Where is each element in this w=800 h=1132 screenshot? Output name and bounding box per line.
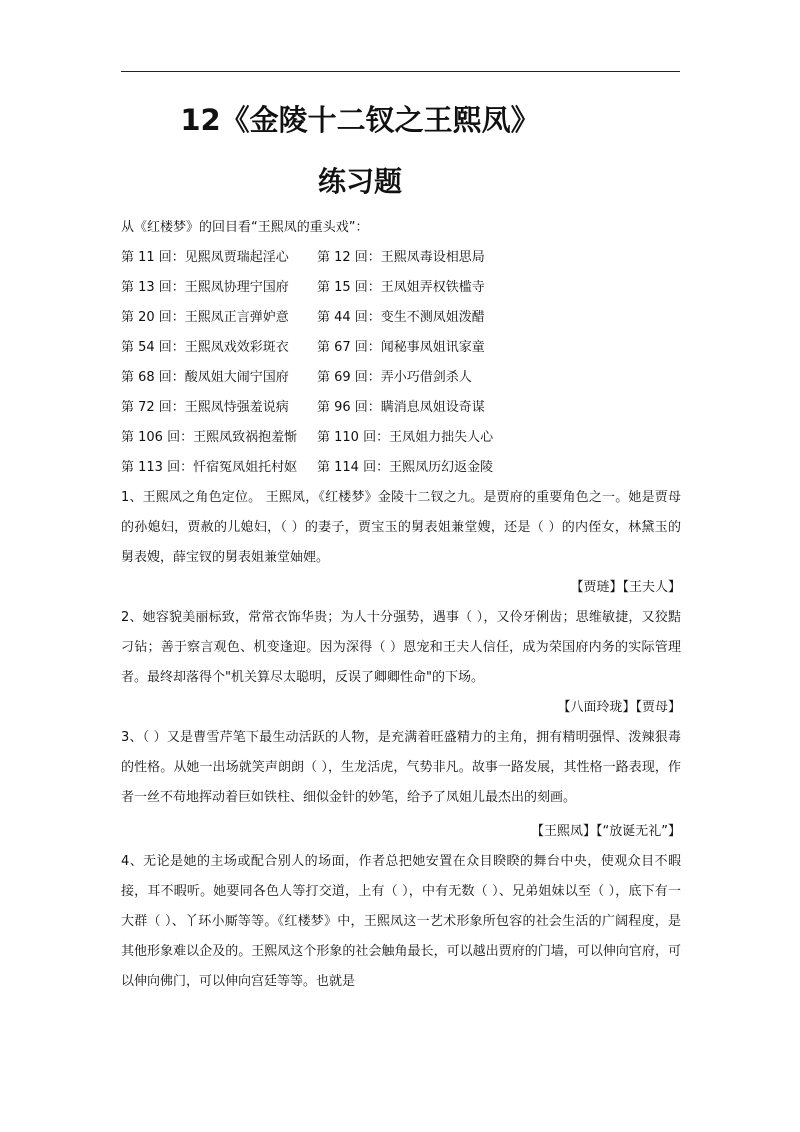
chapter-item: 第 106 回：王熙凤致祸抱羞惭 xyxy=(121,430,298,445)
chapter-row xyxy=(121,393,681,423)
intro-line: 从《红楼梦》的回目看“王熙凤的重头戏”： xyxy=(121,220,369,235)
answer-1: 【贾琏】【王夫人】 xyxy=(570,580,681,595)
chapter-item: 第 54 回：王熙凤戏效彩斑衣 xyxy=(121,340,289,355)
chapter-row xyxy=(121,303,681,333)
chapter-item: 第 69 回：弄小巧借剑杀人 xyxy=(317,370,472,385)
chapter-item: 第 13 回：王熙凤协理宁国府 xyxy=(121,280,289,295)
chapter-item: 第 114 回：王熙凤历幻返金陵 xyxy=(317,460,494,475)
chapter-item: 第 12 回：王熙凤毒设相思局 xyxy=(317,250,485,265)
chapter-item: 第 15 回：王凤姐弄权铁槛寺 xyxy=(317,280,485,295)
chapter-item: 第 67 回：闻秘事凤姐讯家童 xyxy=(317,340,485,355)
chapter-row xyxy=(121,333,681,363)
document-subtitle: 练习题 xyxy=(317,165,402,198)
chapter-row xyxy=(121,363,681,393)
question-4: 4、无论是她的主场或配合别人的场面，作者总把她安置在众目睽睽的舞台中央，使观众目不暇接，耳不暇听。她要同各色人等打交道，上有（ ），中有无数（ ）、兄弟姐妹以至（ ），底下有一大群（ ）、丫环小厮等等。《红楼梦》中，王熙凤这一艺术形象所包容的社会生活的广阔程度，是其他形象难以企及的。王熙凤这个形象的社会触角最长，可以越出贾府的门墙，可以伸向官府，可以伸向佛门，可以伸向宫廷等等。也就是 xyxy=(121,854,681,989)
chapter-row xyxy=(121,273,681,303)
chapter-item: 第 20 回：王熙凤正言弹妒意 xyxy=(121,310,289,325)
question-2: 2、她容貌美丽标致，常常衣饰华贵；为人十分强势，遇事（ ），又伶牙俐齿；思维敏捷，又狡黠刁钻；善于察言观色、机变逢迎。因为深得（ ）恩宠和王夫人信任，成为荣国府内务的实际管理者。最终却落得个"机关算尽太聪明，反误了卿卿性命"的下场。 xyxy=(121,610,681,685)
chapter-item: 第 11 回：见熙凤贾瑞起淫心 xyxy=(121,250,289,265)
answer-2: 【八面玲珑】【贾母】 xyxy=(557,700,681,715)
question-1: 1、王熙凤之角色定位。 王熙凤，《红楼梦》金陵十二钗之九。是贾府的重要角色之一。她是贾母的孙媳妇，贾赦的儿媳妇，（ ）的妻子，贾宝玉的舅表姐兼堂嫂，还是（ ）的内侄女，林黛玉的舅表嫂，薛宝钗的舅表姐兼堂妯娌。 xyxy=(121,490,681,565)
header-rule xyxy=(121,71,680,72)
chapter-item: 第 44 回：变生不测凤姐泼醋 xyxy=(317,310,485,325)
chapter-item: 第 96 回：瞒消息凤姐设奇谋 xyxy=(317,400,485,415)
chapter-row xyxy=(121,423,681,453)
chapter-item: 第 68 回：酸凤姐大闹宁国府 xyxy=(121,370,289,385)
question-3: 3、（ ）又是曹雪芹笔下最生动活跃的人物，是充满着旺盛精力的主角，拥有精明强悍、泼辣狠毒的性格。从她一出场就笑声朗朗（ ），生龙活虎，气势非凡。故事一路发展，其性格一路表现，作者一丝不苟地挥动着巨如铁柱、细似金针的妙笔，给予了凤姐儿最杰出的刻画。 xyxy=(121,730,681,805)
chapter-item: 第 110 回：王凤姐力拙失人心 xyxy=(317,430,494,445)
document-title: 12《金陵十二钗之王熙凤》 xyxy=(180,103,540,137)
document-body xyxy=(121,213,681,997)
answer-3: 【王熙凤】【“放诞无礼”】 xyxy=(531,824,681,839)
chapter-row xyxy=(121,243,681,273)
chapter-list xyxy=(121,243,681,483)
chapter-row xyxy=(121,453,681,483)
chapter-item: 第 72 回：王熙凤恃强羞说病 xyxy=(121,400,289,415)
chapter-item: 第 113 回：忏宿冤凤姐托村妪 xyxy=(121,460,298,475)
